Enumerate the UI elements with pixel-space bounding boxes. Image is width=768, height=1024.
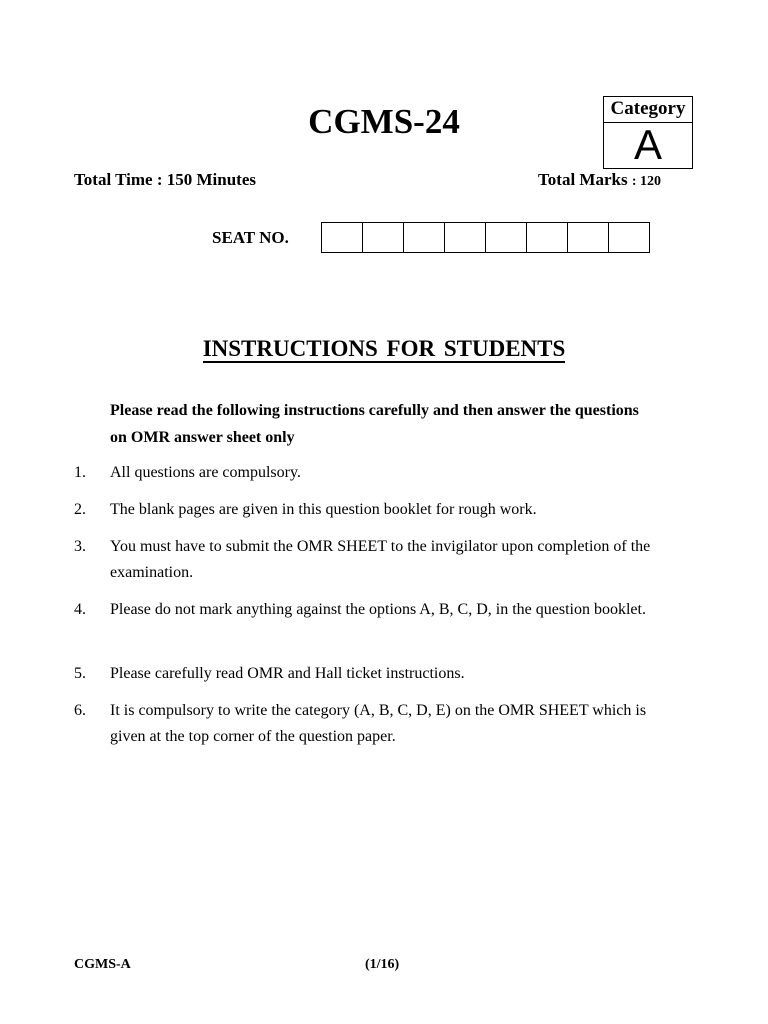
- instruction-number: 1.: [74, 464, 86, 481]
- instruction-text: Please carefully read OMR and Hall ticket instructions.: [110, 665, 465, 682]
- total-time: Total Time : 150 Minutes: [74, 170, 256, 189]
- seat-number-boxes[interactable]: [321, 222, 650, 253]
- seat-digit-box[interactable]: [322, 223, 363, 252]
- seat-digit-box[interactable]: [404, 223, 445, 252]
- instructions-intro: Please read the following instructions carefully and then answer the questions on OMR answer sheet only: [110, 402, 639, 446]
- instruction-text: You must have to submit the OMR SHEET to the invigilator upon completion of the examination.: [110, 538, 651, 581]
- instruction-text: The blank pages are given in this question booklet for rough work.: [110, 501, 537, 518]
- seat-number-label: SEAT NO.: [212, 228, 289, 247]
- instruction-text: It is compulsory to write the category (A, B, C, D, E) on the OMR SHEET which is given at the top corner of the question paper.: [110, 702, 647, 745]
- category-label: Category: [604, 97, 692, 123]
- seat-digit-box[interactable]: [363, 223, 404, 252]
- instruction-text: All questions are compulsory.: [110, 464, 301, 481]
- instruction-number: 4.: [74, 601, 86, 618]
- instruction-number: 5.: [74, 665, 86, 682]
- exam-title-text: CGMS-24: [308, 102, 460, 141]
- category-box: [603, 96, 693, 169]
- seat-digit-box[interactable]: [568, 223, 609, 252]
- page-number: (1/16): [365, 957, 400, 972]
- instruction-number: 6.: [74, 702, 86, 719]
- total-marks: [538, 170, 661, 192]
- seat-digit-box[interactable]: [486, 223, 527, 252]
- instruction-number: 3.: [74, 538, 86, 555]
- total-marks-value: : 120: [631, 174, 661, 189]
- instructions-heading-text: INSTRUCTIONS FOR STUDENTS: [202, 336, 566, 361]
- footer-code: CGMS-A: [74, 957, 131, 972]
- total-marks-label: Total Marks: [538, 170, 628, 189]
- category-value: A: [633, 121, 662, 168]
- seat-digit-box[interactable]: [609, 223, 649, 252]
- seat-digit-box[interactable]: [445, 223, 486, 252]
- instruction-number: 2.: [74, 501, 86, 518]
- seat-digit-box[interactable]: [527, 223, 568, 252]
- instruction-text: Please do not mark anything against the options A, B, C, D, in the question booklet.: [110, 601, 646, 618]
- instructions-heading: [0, 335, 768, 363]
